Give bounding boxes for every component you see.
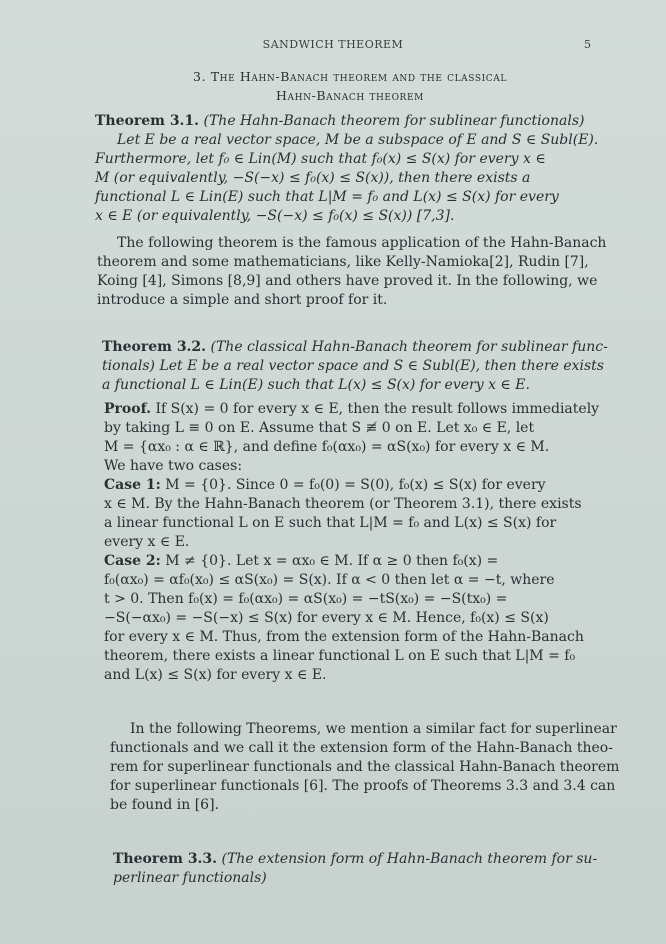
proof bbox=[104, 400, 614, 685]
theorem-3-2-line: a functional L ∈ Lin(E) such that L(x) ≤ S(x) for every x ∈ E. bbox=[102, 377, 530, 393]
paragraph-application bbox=[97, 234, 607, 310]
proof-line: M = {αx₀ : α ∈ ℝ}, and define f₀(αx₀) = αS(x₀) for every x ∈ M. bbox=[104, 439, 550, 455]
paragraph-line: be found in [6]. bbox=[110, 797, 219, 813]
theorem-3-2-label: Theorem 3.2. bbox=[102, 339, 207, 355]
paragraph-line: Koing [4], Simons [8,9] and others have proved it. In the following, we bbox=[97, 273, 598, 289]
case-1-line: every x ∈ E. bbox=[104, 534, 190, 550]
case-2-label: Case 2: bbox=[104, 553, 161, 569]
theorem-3-1-line: Let E be a real vector space, M be a subspace of E and S ∈ Subl(E). bbox=[117, 132, 599, 148]
theorem-3-1-line: functional L ∈ Lin(E) such that L|M = f₀ and L(x) ≤ S(x) for every bbox=[95, 189, 559, 205]
case-2-line: and L(x) ≤ S(x) for every x ∈ E. bbox=[104, 667, 327, 683]
theorem-3-3 bbox=[113, 850, 623, 888]
paragraph-line: for superlinear functionals [6]. The proofs of Theorems 3.3 and 3.4 can bbox=[110, 778, 616, 794]
proof-line: by taking L ≡ 0 on E. Assume that S ≢ 0 on E. Let x₀ ∈ E, let bbox=[104, 420, 535, 436]
theorem-3-2-line: (The classical Hahn-Banach theorem for sublinear func- bbox=[210, 339, 608, 355]
case-2-line: f₀(αx₀) = αf₀(x₀) ≤ αS(x₀) = S(x). If α < 0 then let α = −t, where bbox=[104, 572, 555, 588]
theorem-3-2-line: tionals) Let E be a real vector space and S ∈ Subl(E), then there exists bbox=[102, 358, 604, 374]
paragraph-line: introduce a simple and short proof for it. bbox=[97, 292, 388, 308]
case-2-line: for every x ∈ M. Thus, from the extension form of the Hahn-Banach bbox=[104, 629, 584, 645]
running-header: SANDWICH THEOREM bbox=[262, 38, 404, 51]
theorem-3-3-label: Theorem 3.3. bbox=[113, 851, 218, 867]
paragraph-line: theorem and some mathematicians, like Kelly-Namioka[2], Rudin [7], bbox=[97, 254, 589, 270]
paragraph-line: In the following Theorems, we mention a similar fact for superlinear bbox=[130, 721, 617, 737]
theorem-3-2 bbox=[102, 338, 612, 395]
case-2-line: t > 0. Then f₀(x) = f₀(αx₀) = αS(x₀) = −tS(x₀) = −S(tx₀) = bbox=[104, 591, 508, 607]
case-1-line: a linear functional L on E such that L|M = f₀ and L(x) ≤ S(x) for bbox=[104, 515, 557, 531]
section-heading-line-1: 3. The Hahn-Banach theorem and the classical bbox=[193, 69, 507, 84]
case-2-line: M ≠ {0}. Let x = αx₀ ∈ M. If α ≥ 0 then f₀(x) = bbox=[165, 553, 499, 569]
theorem-3-1-line: M (or equivalently, −S(−x) ≤ f₀(x) ≤ S(x)), then there exists a bbox=[95, 170, 531, 186]
proof-line: We have two cases: bbox=[104, 458, 243, 474]
paragraph-line: functionals and we call it the extension form of the Hahn-Banach theo- bbox=[110, 740, 613, 756]
theorem-3-1-line: Furthermore, let f₀ ∈ Lin(M) such that f₀(x) ≤ S(x) for every x ∈ bbox=[95, 151, 546, 167]
case-1-label: Case 1: bbox=[104, 477, 161, 493]
proof-line: If S(x) = 0 for every x ∈ E, then the result follows immediately bbox=[155, 401, 600, 417]
paragraph-superlinear bbox=[110, 720, 620, 815]
proof-label: Proof. bbox=[104, 401, 151, 417]
theorem-3-3-line: perlinear functionals) bbox=[113, 870, 267, 886]
theorem-3-3-line: (The extension form of Hahn-Banach theorem for su- bbox=[221, 851, 598, 867]
case-2-line: theorem, there exists a linear functional L on E such that L|M = f₀ bbox=[104, 648, 576, 664]
theorem-3-1-label: Theorem 3.1. bbox=[95, 113, 200, 129]
page-number: 5 bbox=[584, 38, 591, 51]
theorem-3-1-line: (The Hahn-Banach theorem for sublinear functionals) bbox=[203, 113, 585, 129]
theorem-3-1 bbox=[95, 112, 605, 226]
case-1-line: M = {0}. Since 0 = f₀(0) = S(0), f₀(x) ≤ S(x) for every bbox=[165, 477, 546, 493]
section-heading-line-2: Hahn-Banach theorem bbox=[276, 88, 424, 103]
paragraph-line: The following theorem is the famous application of the Hahn-Banach bbox=[117, 235, 607, 251]
section-heading bbox=[100, 67, 600, 105]
case-2-line: −S(−αx₀) = −S(−x) ≤ S(x) for every x ∈ M. Hence, f₀(x) ≤ S(x) bbox=[104, 610, 549, 626]
paragraph-line: rem for superlinear functionals and the classical Hahn-Banach theorem bbox=[110, 759, 620, 775]
theorem-3-1-line: x ∈ E (or equivalently, −S(−x) ≤ f₀(x) ≤ S(x)) [7,3]. bbox=[95, 208, 455, 224]
case-1-line: x ∈ M. By the Hahn-Banach theorem (or Theorem 3.1), there exists bbox=[104, 496, 582, 512]
